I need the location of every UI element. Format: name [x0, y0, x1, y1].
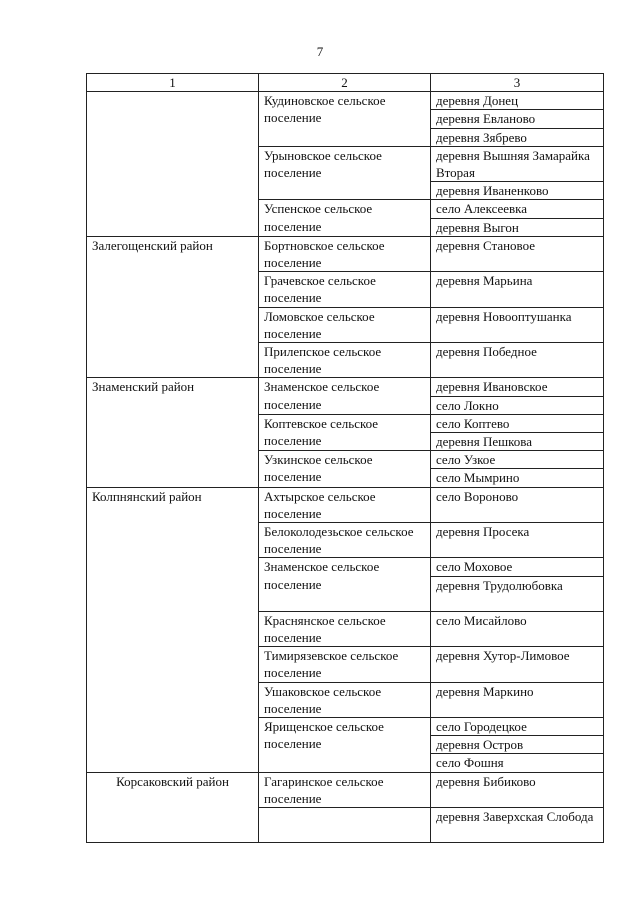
village-cell: село Моховое: [431, 558, 604, 576]
settlement-cell: Гагаринское сельское поселение: [259, 772, 431, 807]
district-cell: Знаменский район: [87, 378, 259, 487]
village-cell: деревня Остров: [431, 736, 604, 754]
settlement-cell: Урыновское сельское поселение: [259, 146, 431, 200]
village-cell: село Локно: [431, 396, 604, 414]
district-cell: Залегощенский район: [87, 236, 259, 378]
village-cell: деревня Вышняя Замарайка Вторая: [431, 146, 604, 181]
settlement-cell: Прилепское сельское поселение: [259, 343, 431, 378]
settlement-cell: Знаменское сельское поселение: [259, 378, 431, 414]
village-cell: село Городецкое: [431, 717, 604, 735]
settlement-cell: Кудиновское сельское поселение: [259, 92, 431, 147]
settlement-cell: Узкинское сельское поселение: [259, 451, 431, 487]
table-row: [87, 487, 604, 522]
village-cell: деревня Новооптушанка: [431, 307, 604, 342]
village-cell: село Узкое: [431, 451, 604, 469]
settlement-cell: Ахтырское сельское поселение: [259, 487, 431, 522]
district-cell: Корсаковский район: [87, 772, 259, 842]
column-header-2: 2: [259, 74, 431, 92]
settlement-cell: Знаменское сельское поселение: [259, 558, 431, 611]
table-row: [87, 92, 604, 110]
village-cell: деревня Становое: [431, 236, 604, 271]
table-row: [87, 772, 604, 807]
village-cell: деревня Просека: [431, 523, 604, 558]
village-cell: село Коптево: [431, 414, 604, 432]
village-cell: деревня Зябрево: [431, 128, 604, 146]
page-number: 7: [316, 44, 324, 59]
village-cell: село Алексеевка: [431, 200, 604, 218]
district-cell: [87, 92, 259, 237]
settlements-table: [86, 73, 604, 843]
settlement-cell: Ярищенское сельское поселение: [259, 717, 431, 772]
settlement-cell: Бортновское сельское поселение: [259, 236, 431, 271]
village-cell: деревня Евланово: [431, 110, 604, 128]
village-cell: деревня Победное: [431, 343, 604, 378]
village-cell: деревня Маркино: [431, 682, 604, 717]
village-cell: село Вороново: [431, 487, 604, 522]
village-cell: деревня Ивановское: [431, 378, 604, 396]
settlement-cell: Успенское сельское поселение: [259, 200, 431, 236]
table-row: [87, 236, 604, 271]
settlement-cell: Ушаковское сельское поселение: [259, 682, 431, 717]
header-row: [87, 74, 604, 92]
village-cell: деревня Иваненково: [431, 182, 604, 200]
village-cell: деревня Хутор-Лимовое: [431, 647, 604, 682]
column-header-3: 3: [431, 74, 604, 92]
settlement-cell: Коптевское сельское поселение: [259, 414, 431, 450]
village-cell: деревня Трудолюбовка: [431, 576, 604, 611]
village-cell: деревня Пешкова: [431, 433, 604, 451]
village-cell: деревня Бибиково: [431, 772, 604, 807]
settlement-cell: Краснянское сельское поселение: [259, 611, 431, 646]
settlement-cell: Тимирязевское сельское поселение: [259, 647, 431, 682]
village-cell: деревня Заверхская Слобода: [431, 807, 604, 842]
district-cell: Колпнянский район: [87, 487, 259, 772]
village-cell: деревня Выгон: [431, 218, 604, 236]
settlement-cell: [259, 807, 431, 842]
column-header-1: 1: [87, 74, 259, 92]
village-cell: село Мымрино: [431, 469, 604, 487]
settlement-cell: Грачевское сельское поселение: [259, 272, 431, 307]
village-cell: деревня Марьина: [431, 272, 604, 307]
settlement-cell: Белоколодезьское сельское поселение: [259, 523, 431, 558]
settlement-cell: Ломовское сельское поселение: [259, 307, 431, 342]
village-cell: село Фошня: [431, 754, 604, 772]
table-row: [87, 378, 604, 396]
village-cell: село Мисайлово: [431, 611, 604, 646]
village-cell: деревня Донец: [431, 92, 604, 110]
